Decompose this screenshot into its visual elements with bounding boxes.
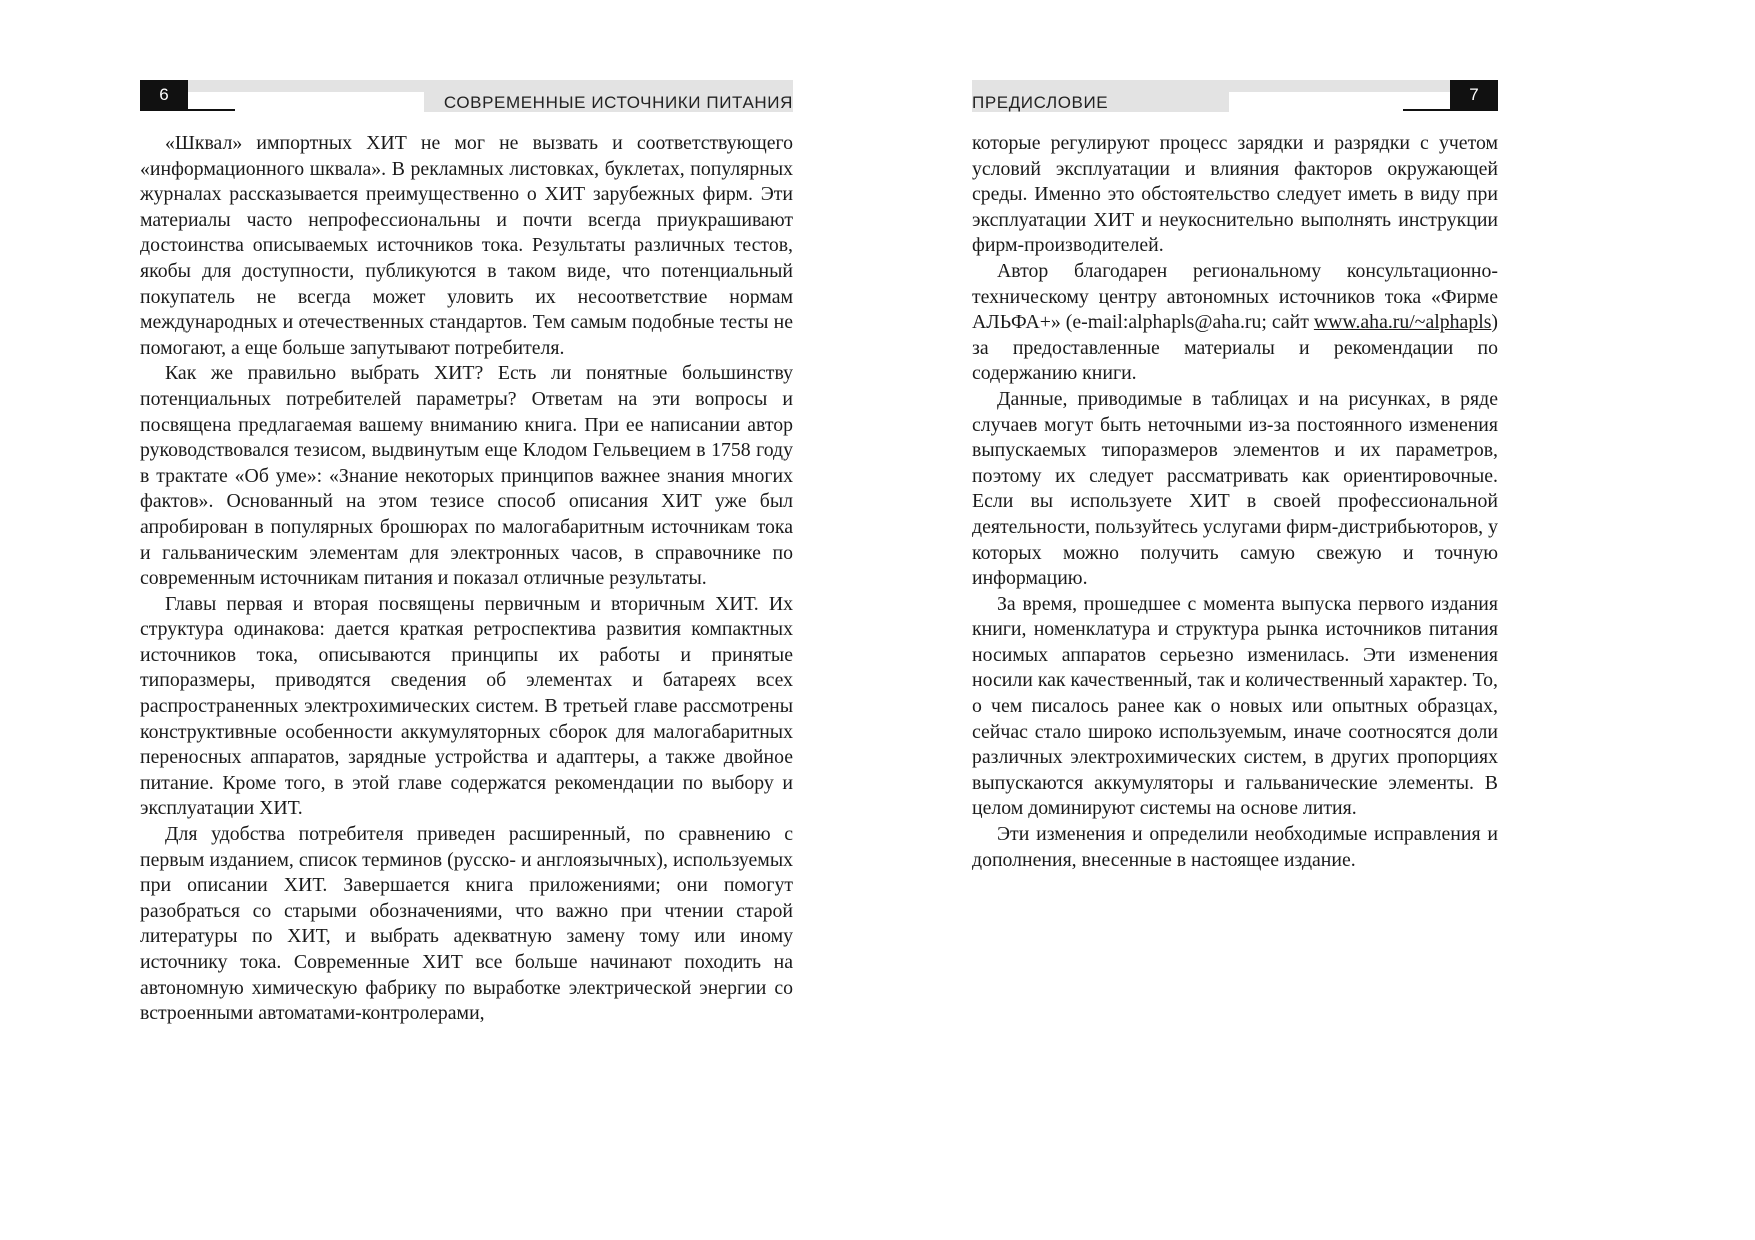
paragraph: Главы первая и вторая посвящены первичным и вторичным ХИТ. Их структура одинакова: дается краткая ретроспектива развития компактных источников тока, описываются принципы их работы и принятые типоразмеры, приводятся сведения об элементах и батареях всех распространенных электрохимических систем. В третьей главе рассмотрены конструктивные особенности аккумуляторных сборок для малогабаритных переносных аппаратов, зарядные устройства и адаптеры, а также двойное питание. Кроме того, в этой главе содержатся рекомендации по выбору и эксплуатации ХИТ. bbox=[140, 592, 793, 820]
paragraph: Как же правильно выбрать ХИТ? Есть ли понятные большинству потенциальных потребителей параметры? Ответам на эти вопросы и посвящена предлагаемая вашему вниманию книга. При ее написании автор руководствовался тезисом, выдвинутым еще Клодом Гельвецием в 1758 году в трактате «Об уме»: «Знание некоторых принципов важнее знания многих фактов». Основанный на этом тезисе способ описания ХИТ уже был апробирован в популярных брошюрах по малогабаритным источникам тока и гальваническим элементам для электронных часов, в справочнике по современным источникам питания и показал отличные результаты. bbox=[140, 362, 793, 590]
header-band bbox=[188, 80, 793, 92]
paragraph: За время, прошедшее с момента выпуска первого издания книги, номенклатура и структура рынка источников питания носимых аппаратов серьезно изменилась. Эти изменения носили как качественный, так и количественный характер. То, о чем писалось ранее как о новых или опытных образцах, сейчас стало широко используемым, иначе соотносятся доли различных электрохимических систем, в других пропорциях выпускаются аккумуляторы и гальванические элементы. В целом доминируют системы на основе лития. bbox=[972, 592, 1498, 820]
left-page bbox=[0, 0, 877, 1240]
acknowledgement-text: ) за предоставленные материалы и рекомендации по содержанию книги. bbox=[972, 311, 1498, 385]
page-number: 7 bbox=[1450, 80, 1498, 111]
paragraph: «Шквал» импортных ХИТ не мог не вызвать и соответствующего «информационного шквала». В рекламных листовках, буклетах, популярных журналах рассказывается преимущественно о ХИТ зарубежных фирм. Эти материалы часто непрофессиональны и почти всегда приукрашивают достоинства описываемых источников тока. Результаты различных тестов, якобы для доступности, публикуются в таком виде, что потенциальный покупатель не всегда может уловить их несоответствие нормам международных и отечественных стандартов. Тем самым подобные тесты не помогают, а еще больше запутывают потребителя. bbox=[140, 132, 793, 359]
page-number: 6 bbox=[140, 80, 188, 111]
paragraph-acknowledgement bbox=[972, 259, 1498, 387]
paragraph: Данные, приводимые в таблицах и на рисунках, в ряде случаев могут быть неточными из-за постоянного изменения выпускаемых типоразмеров элементов и их параметров, поэтому их следует рассматривать как ориентировочные. Если вы используете ХИТ в своей профессиональной деятельности, пользуйтесь услугами фирм-дистрибьюторов, у которых можно получить самую свежую и точную информацию. bbox=[972, 387, 1498, 590]
paragraph: Эти изменения и определили необходимые исправления и дополнения, внесенные в настоящее издание. bbox=[972, 823, 1498, 871]
body-text bbox=[140, 131, 793, 1027]
header-rule bbox=[188, 109, 235, 111]
running-head: ПРЕДИСЛОВИЕ bbox=[972, 93, 1109, 112]
right-page bbox=[877, 0, 1755, 1240]
header-band bbox=[972, 80, 1450, 92]
body-text bbox=[972, 131, 1498, 873]
paragraph-continuation: которые регулируют процесс зарядки и разрядки с учетом условий эксплуатации и влияния факторов окружающей среды. Именно это обстоятельство следует иметь в виду при эксплуатации ХИТ и неукоснительно выполнять инструкции фирм-производителей. bbox=[972, 132, 1498, 257]
running-head: СОВРЕМЕННЫЕ ИСТОЧНИКИ ПИТАНИЯ bbox=[443, 93, 793, 112]
website-link[interactable]: www.aha.ru/~alphapls bbox=[1313, 311, 1492, 334]
paragraph: Для удобства потребителя приведен расширенный, по сравнению с первым изданием, список терминов (русско- и англоязычных), используемых при описании ХИТ. Завершается книга приложениями; они помогут разобраться со старыми обозначениями, что важно при чтении старой литературы по ХИТ, и выбрать адекватную замену тому или иному источнику тока. Современные ХИТ все больше начинают походить на автономную химическую фабрику по выработке электрической энергии со встроенными автоматами-контролерами, bbox=[140, 823, 793, 1025]
acknowledgement-text: Автор благодарен региональному консультационно-техническому центру автономных источников тока «Фирме АЛЬФА+» (e-mail:alphapls@aha.ru; сайт bbox=[972, 259, 1498, 334]
header-rule bbox=[1403, 109, 1450, 111]
